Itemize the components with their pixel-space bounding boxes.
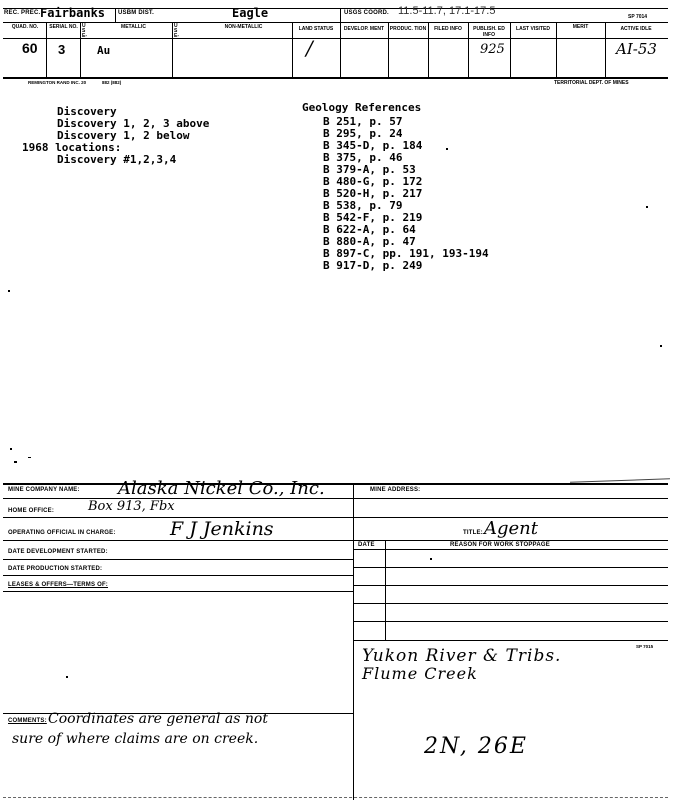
serial-no-value: 3	[58, 42, 66, 57]
operating-official-value: F J Jenkins	[170, 518, 274, 540]
grid-divider	[556, 22, 557, 77]
scan-speck	[660, 345, 662, 347]
header-rule	[3, 38, 668, 39]
col-metallic: METALLIC	[121, 24, 146, 30]
form-rule	[3, 559, 353, 560]
geology-ref: B 379-A, p. 53	[323, 163, 416, 176]
grid-divider	[80, 22, 81, 77]
territorial-dept: TERRITORIAL DEPT. OF MINES	[554, 80, 629, 86]
scan-speck	[14, 461, 17, 463]
mine-address-label: MINE ADDRESS:	[370, 487, 421, 493]
township-range: 2N, 26E	[424, 734, 528, 759]
form-rule	[353, 549, 668, 550]
land-status-value: /	[306, 36, 313, 60]
geology-ref: B 520-H, p. 217	[323, 187, 423, 200]
active-idle-value: AI-53	[616, 40, 657, 58]
form-rule	[3, 591, 353, 592]
form-rule	[353, 640, 668, 641]
mine-company-label: MINE COMPANY NAME:	[8, 487, 80, 493]
grid-divider	[46, 22, 47, 77]
col-merit: MERIT	[572, 24, 589, 30]
grid-divider	[172, 22, 173, 77]
comments-line-1: Coordinates are general as not	[48, 711, 268, 727]
locations-heading: 1968 locations:	[22, 141, 122, 154]
scan-speck	[8, 290, 10, 292]
form-number-bottom: SP 7015	[636, 644, 654, 649]
rec-prec-label: REC. PREC.	[4, 10, 41, 16]
claim-line: Discovery 1, 2, 3 above	[57, 117, 210, 130]
form-rule	[353, 603, 668, 604]
col-active-idle: ACTIVE IDLE	[620, 26, 652, 32]
geology-ref: B 542-F, p. 219	[323, 211, 423, 224]
geology-ref: B 295, p. 24	[323, 127, 403, 140]
rec-prec-value: Fairbanks	[40, 6, 106, 20]
grid-divider	[340, 8, 341, 22]
form-rule	[353, 621, 668, 622]
geology-ref: B 622-A, p. 64	[323, 223, 416, 236]
usgs-coord-label: USGS COORD.	[344, 10, 389, 16]
geology-ref: B 538, p. 79	[323, 199, 403, 212]
prod-started-label: DATE PRODUCTION STARTED:	[8, 566, 103, 572]
grid-divider	[115, 8, 116, 22]
col-development: DEVELOP. MENT	[343, 26, 385, 32]
quad-no-value: 60	[22, 40, 38, 56]
col-production: PRODUC. TION	[389, 26, 427, 32]
col-land-status: LAND STATUS	[298, 26, 334, 32]
col-last-visited: LAST VISITED	[516, 26, 550, 32]
date-col-label: DATE	[358, 542, 375, 548]
comments-label: COMMENTS:	[8, 718, 47, 724]
usm-sub-label: U S E-	[82, 23, 87, 39]
scan-speck	[10, 448, 12, 450]
usm-sub-label: U S E-	[174, 23, 179, 39]
geology-ref: B 480-G, p. 172	[323, 175, 423, 188]
reason-col-label: REASON FOR WORK STOPPAGE	[450, 542, 550, 548]
col-filed-info: FILED INFO	[434, 26, 462, 32]
geology-ref: B 880-A, p. 47	[323, 235, 416, 248]
form-rule	[353, 567, 668, 568]
printer-mark: 882 (882)	[102, 80, 122, 85]
scan-speck	[646, 206, 648, 208]
col-quad-no: QUAD. NO.	[11, 24, 39, 30]
home-office-value: Box 913, Fbx	[88, 499, 175, 514]
scan-speck	[28, 457, 31, 458]
form-divider	[385, 540, 386, 640]
river-line-1: Yukon River & Tribs.	[362, 646, 562, 666]
form-number-top: SP 7014	[628, 14, 648, 20]
form-rule	[3, 540, 668, 541]
usbm-dist-value: Eagle	[232, 6, 269, 20]
geology-ref: B 375, p. 46	[323, 151, 403, 164]
form-rule	[353, 585, 668, 586]
title-label: TITLE:	[463, 530, 483, 536]
form-rule	[3, 575, 353, 576]
locations-line: Discovery #1,2,3,4	[57, 153, 177, 166]
form-rule	[3, 483, 668, 485]
form-rule	[3, 517, 668, 518]
home-office-label: HOME OFFICE:	[8, 508, 55, 514]
leases-label: LEASES & OFFERS—TERMS OF:	[8, 582, 109, 588]
col-published-info: PUBLISH. ED INFO	[473, 26, 505, 38]
claim-line: Discovery 1, 2 below	[57, 129, 190, 142]
geology-ref: B 917-D, p. 249	[323, 259, 423, 272]
scan-speck	[430, 558, 432, 560]
usbm-dist-label: USBM DIST.	[118, 10, 155, 16]
scan-speck	[446, 148, 448, 150]
title-value: Agent	[484, 518, 538, 539]
published-info-value: 925	[480, 42, 505, 57]
usgs-coord-value: 11.5-11.7, 17.1-17.5	[398, 5, 496, 17]
printer-line: REMINGTON RAND INC. 20	[28, 80, 87, 85]
operating-official-label: OPERATING OFFICIAL IN CHARGE:	[8, 530, 116, 536]
geology-heading: Geology References	[302, 101, 422, 114]
col-non-metallic: NON-METALLIC	[224, 24, 263, 30]
col-serial-no: SERIAL NO.	[49, 24, 78, 30]
dev-started-label: DATE DEVELOPMENT STARTED:	[8, 549, 108, 555]
header-rule	[3, 22, 668, 23]
form-rule	[3, 797, 668, 798]
claim-line: Discovery	[57, 105, 117, 118]
metallic-value: Au	[97, 44, 111, 57]
geology-ref: B 251, p. 57	[323, 115, 403, 128]
mine-company-value: Alaska Nickel Co., Inc.	[118, 478, 325, 499]
form-divider	[353, 483, 354, 800]
geology-ref: B 897-C, pp. 191, 193-194	[323, 247, 489, 260]
scan-speck	[66, 676, 68, 678]
geology-ref: B 345-D, p. 184	[323, 139, 423, 152]
river-line-2: Flume Creek	[362, 664, 478, 683]
header-rule	[3, 77, 668, 79]
comments-line-2: sure of where claims are on creek.	[12, 731, 259, 747]
